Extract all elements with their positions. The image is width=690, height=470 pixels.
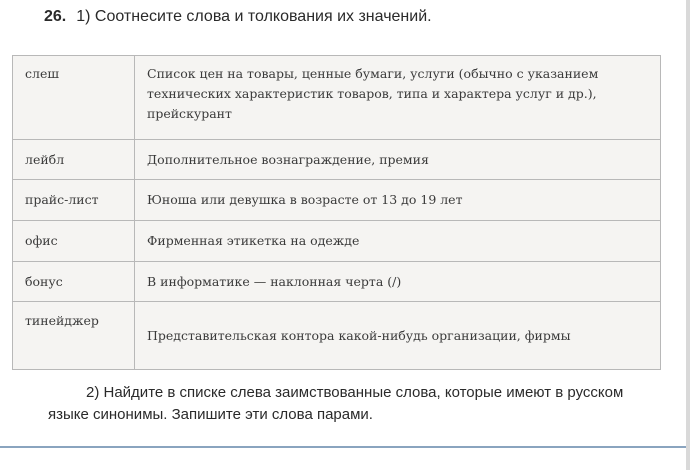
word-cell: бонус xyxy=(13,262,135,302)
matching-table xyxy=(12,55,661,370)
task-heading xyxy=(44,8,432,26)
definition-cell: Список цен на товары, ценные бумаги, услуги (обычно с указанием технических характеристик товаров, типа и характера услуг и др.), прейскурант xyxy=(135,56,661,140)
table-row xyxy=(13,302,661,370)
definition-cell: В информатике — наклонная черта (/) xyxy=(135,262,661,302)
word-cell: лейбл xyxy=(13,140,135,180)
task-part1-text: 1) Соотнесите слова и толкования их значений. xyxy=(76,8,432,25)
table-row xyxy=(13,140,661,180)
definition-cell: Фирменная этикетка на одежде xyxy=(135,221,661,262)
page-edge xyxy=(686,0,690,470)
table-row xyxy=(13,56,661,140)
definition-cell: Представительская контора какой-нибудь организации, фирмы xyxy=(135,302,661,370)
bottom-divider xyxy=(0,446,690,448)
definition-cell: Дополнительное вознаграждение, премия xyxy=(135,140,661,180)
word-cell: прайс-лист xyxy=(13,180,135,221)
task-part2-text: 2) Найдите в списке слева заимствованные слова, которые имеют в русском языке синонимы. Запишите эти слова парами. xyxy=(48,384,624,423)
table-row xyxy=(13,221,661,262)
table-row xyxy=(13,262,661,302)
task-number: 26. xyxy=(44,8,67,25)
word-cell: офис xyxy=(13,221,135,262)
word-cell: тинейджер xyxy=(13,302,135,370)
table-row xyxy=(13,180,661,221)
word-cell: слеш xyxy=(13,56,135,140)
definition-cell: Юноша или девушка в возрасте от 13 до 19 лет xyxy=(135,180,661,221)
